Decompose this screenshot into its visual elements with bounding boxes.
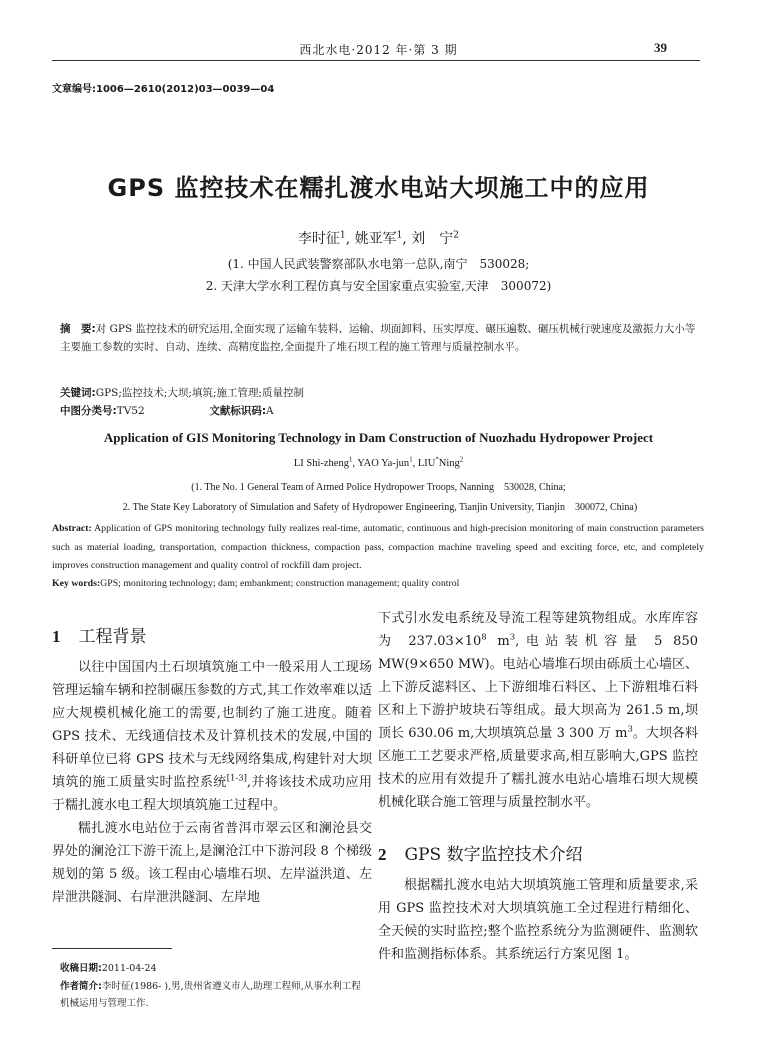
paragraph-2-continued: 下式引水发电系统及导流工程等建筑物组成。水库库容为 $237.03\times 10^8$ $m^3$,电站装机容量 5 850 MW(9×650 MW)。电站心墙堆石坝由砾质土心墙区、上下游反滤料区、上下游细堆石料区、上下游粗堆石料区和上下游护坡块石等组成。最大坝高为 261.5 m,坝顶长 630.06 m,大坝填筑总量 3 300 万 $m^3$。大坝各料区施工工艺要求严格,质量要求高,相互影响大,GPS 监控技术的应用有效提升了糯扎渡水电站心墙堆石坝大规模机械化联合施工管理与质量控制水平。 <box>378 611 698 810</box>
right-column <box>378 607 698 814</box>
author-en-2-affil: 1 <box>409 456 413 464</box>
author-3: 刘 宁 <box>411 231 454 247</box>
keywords-en-label: Key words: <box>52 578 101 589</box>
author-3-affil: 2 <box>453 230 460 241</box>
author-en-sep: , <box>352 458 358 469</box>
citation: [1-3] <box>226 772 247 783</box>
keywords-label: 关键词: <box>60 387 96 399</box>
abstract-english <box>52 520 704 576</box>
keywords-en-text: GPS; monitoring technology; dam; embankment; construction management; quality control <box>100 578 460 589</box>
abstract-text: 对 GPS 监控技术的研究运用,全面实现了运输车装料、运输、坝面卸料、压实厚度、碾压遍数、碾压机械行驶速度及激振力大小等主要施工参数的实时、自动、连续、高精度监控,全面提升了堆石坝工程的施工管理与质量控制水平。 <box>60 323 696 353</box>
keywords-text: GPS;监控技术;大坝;填筑;施工管理;质量控制 <box>95 387 305 399</box>
affiliation-chinese-1: (1. 中国人民武装警察部队水电第一总队,南宁 530028; <box>227 257 530 271</box>
author-en-2: YAO Ya-jun <box>357 458 410 469</box>
paragraph-3: 根据糯扎渡水电站大坝填筑施工管理和质量要求,采用 GPS 监控技术对大坝填筑施工全过程进行精细化、全天候的实时监控;整个监控系统分为监测硬件、监测软件和监测指标体系。其系统运行方案见图 1。 <box>378 878 698 962</box>
authors-chinese <box>0 228 757 248</box>
author-en-3b: Ning <box>438 458 460 469</box>
clc-value: TV52 <box>116 405 145 417</box>
section-2-number: 2 <box>378 845 387 864</box>
paragraph-2: 糯扎渡水电站位于云南省普洱市翠云区和澜沧县交界处的澜沧江下游干流上,是澜沧江中下游河段 8 个梯级规划的第 5 级。该工程由心墙堆石坝、左岸溢洪道、左岸泄洪隧洞、右岸泄洪隧洞、左岸地 <box>52 821 372 905</box>
affiliation-english-1: (1. The No. 1 General Team of Armed Police Hydropower Troops, Nanning 530028, China; <box>191 482 566 493</box>
abstract-en-label: Abstract: <box>52 523 92 534</box>
classification-row <box>60 402 700 420</box>
footnote-rule <box>52 948 172 949</box>
author-en-3-affil: 2 <box>459 456 464 464</box>
affiliation-english-2: 2. The State Key Laboratory of Simulation and Safety of Hydropower Engineering, Tianjin University, Tianjin 300072, China) <box>122 502 638 513</box>
author-en-3: LIU <box>417 458 436 469</box>
author-2: 姚亚军 <box>354 231 397 247</box>
section-1-number: 1 <box>52 627 61 646</box>
author-1: 李时征 <box>297 231 340 247</box>
page-number: 39 <box>654 40 667 55</box>
abstract-en-text: Application of GPS monitoring technology fully realizes real-time, automatic, continuous and high-precision monitoring of main construction parameters such as material loading, transportation, compaction thickness, compaction pass, compaction machine traveling speed and exciting force, etc, and completely improves construction management and quality control of rockfill dam project. <box>52 523 704 571</box>
left-column <box>52 656 372 909</box>
title-chinese: GPS 监控技术在糯扎渡水电站大坝施工中的应用 <box>107 174 650 202</box>
section-1-heading <box>52 622 147 647</box>
title-english: Application of GIS Monitoring Technology in Dam Construction of Nuozhadu Hydropower Project <box>103 430 654 445</box>
abstract-label: 摘 要: <box>60 323 96 335</box>
doc-code-label: 文献标识码: <box>209 405 267 417</box>
keywords-chinese <box>60 384 700 402</box>
section-1-title: 工程背景 <box>78 627 147 647</box>
affiliation-chinese-2: 2. 天津大学水利工程仿真与安全国家重点实验室,天津 300072) <box>205 279 552 293</box>
author-2-affil: 1 <box>396 230 403 241</box>
header-rule <box>52 60 700 61</box>
author-sep: , <box>402 231 407 247</box>
footnote-author: 作者简介:李时征(1986- ),男,贵州省遵义市人,助理工程师,从事水利工程机械运用与管理工作. <box>60 981 361 1009</box>
author-en-1-affil: 1 <box>348 456 353 464</box>
section-2-heading <box>378 840 583 865</box>
footnote-received: 收稿日期:2011-04-24 <box>60 963 157 974</box>
author-sep: , <box>345 231 351 247</box>
clc-label: 中图分类号: <box>60 405 117 417</box>
keywords-english <box>52 578 704 589</box>
author-1-affil: 1 <box>339 230 346 241</box>
right-column-section-2 <box>378 874 698 966</box>
authors-english <box>0 458 757 469</box>
author-en-3-mark: * <box>435 456 439 464</box>
article-number: 文章编号:1006—2610(2012)03—0039—04 <box>52 84 275 95</box>
author-en-sep: , <box>412 458 418 469</box>
author-en-1: LI Shi-zheng <box>293 458 349 469</box>
paragraph-1: 以往中国国内土石坝填筑施工中一般采用人工现场管理运输车辆和控制碾压参数的方式,其工作效率难以适应大规模机械化施工的需要,也制约了施工进度。随着 GPS 技术、无线通信技术及计算机技术的发展,中国的科研单位已将 GPS 技术与无线网络集成,构建针对大坝填筑的施工质量实时监控系统[1-3],并将该技术成功应用于糯扎渡水电工程大坝填筑施工过程中。 <box>52 660 372 813</box>
doc-code-value: A <box>266 405 274 417</box>
abstract-chinese <box>60 320 700 356</box>
running-head: 西北水电·2012 年·第 3 期 <box>299 43 458 57</box>
section-2-title: GPS 数字监控技术介绍 <box>404 845 583 865</box>
